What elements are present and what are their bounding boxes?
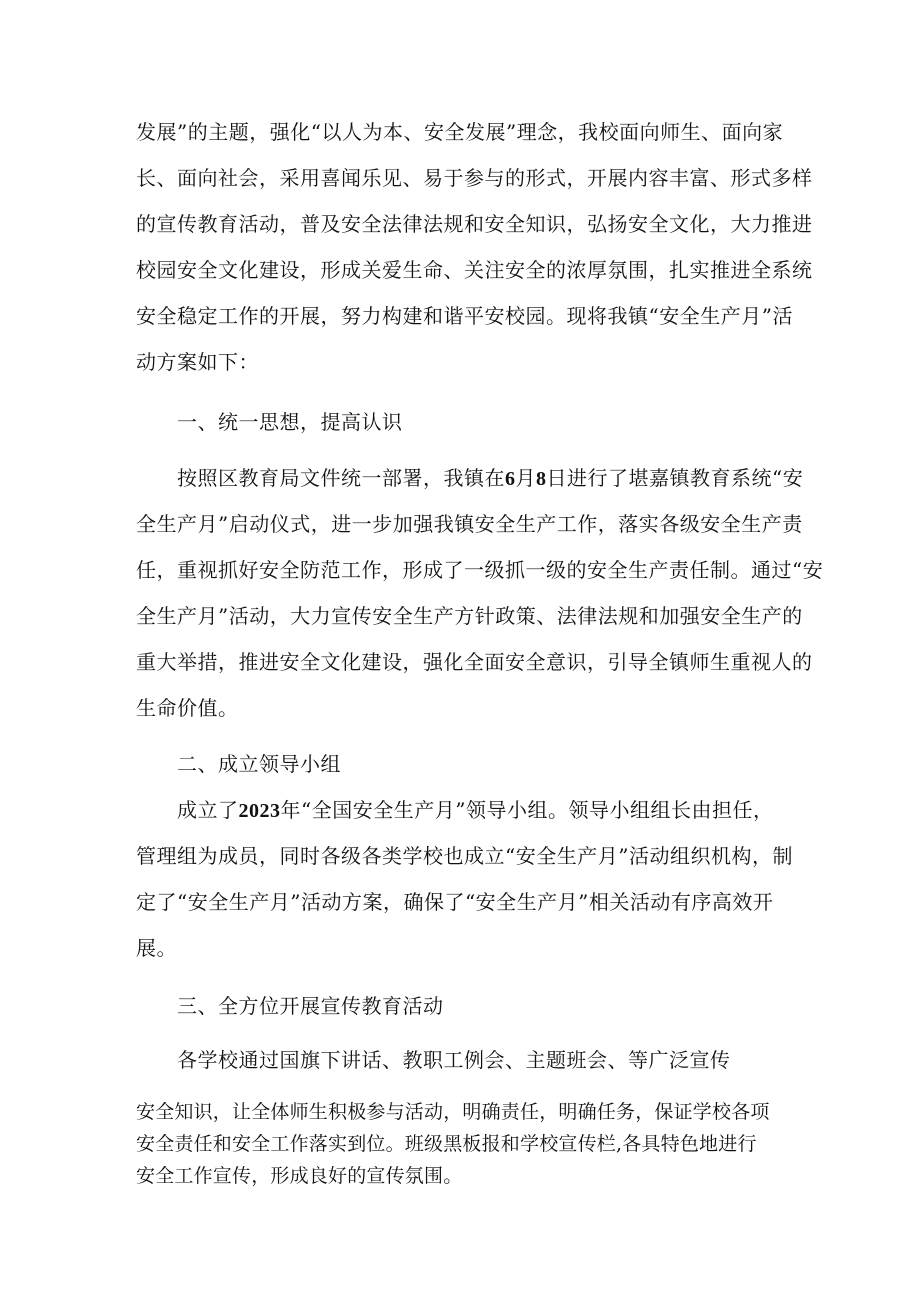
section1-line-1 (177, 464, 803, 493)
section1-line-6: 生命价值。 (136, 696, 239, 720)
section1-month: 6 (505, 468, 516, 490)
section3-line-1: 各学校通过国旗下讲话、教职工例会、主题班会、等广泛宣传 (177, 1048, 731, 1072)
intro-line-1: 发展”的主题，强化“以人为本、安全发展”理念，我校面向师生、面向家 (136, 120, 784, 144)
intro-line-6: 动方案如下： (136, 350, 259, 374)
section1-line-1-prefix: 按照区教育局文件统一部署，我镇在 (177, 466, 505, 490)
section1-day: 8 (536, 468, 547, 490)
section1-line-1-suffix: 日进行了堪嘉镇教育系统“安 (546, 466, 804, 490)
section1-line-1-mid: 月 (515, 466, 536, 490)
section1-heading: 一、统一思想，提高认识 (177, 410, 403, 434)
section3-line-3: 安全责任和安全工作落实到位。班级黑板报和学校宣传栏,各具特色地进行 (136, 1133, 757, 1155)
section2-line-2: 管理组为成员，同时各级各类学校也成立“安全生产月”活动组织机构，制 (136, 844, 793, 868)
intro-line-3: 的宣传教育活动，普及安全法律法规和安全知识，弘扬安全文化，大力推进 (136, 212, 813, 236)
section3-heading: 三、全方位开展宣传教育活动 (177, 994, 444, 1018)
intro-line-2: 长、面向社会，采用喜闻乐见、易于参与的形式，开展内容丰富、形式多样 (136, 166, 813, 190)
section1-line-2: 全生产月”启动仪式，进一步加强我镇安全生产工作，落实各级安全生产责 (136, 512, 803, 536)
section2-line-4: 展。 (136, 936, 177, 960)
section2-line-1 (177, 796, 773, 825)
section1-line-5: 重大举措，推进安全文化建设，强化全面安全意识，引导全镇师生重视人的 (136, 650, 813, 674)
section2-line-1-suffix: 年“全国安全生产月”领导小组。领导小组组长由担任， (280, 798, 774, 822)
section3-line-4: 安全工作宣传，形成良好的宣传氛围。 (136, 1165, 463, 1187)
section2-line-3: 定了“安全生产月”活动方案，确保了“安全生产月”相关活动有序高效开 (136, 890, 774, 914)
intro-line-4: 校园安全文化建设，形成关爱生命、关注安全的浓厚氛围，扎实推进全系统 (136, 258, 813, 282)
intro-line-5: 安全稳定工作的开展，努力构建和谐平安校园。现将我镇“安全生产月”活 (136, 304, 793, 328)
section1-line-4: 全生产月”活动，大力宣传安全生产方针政策、法律法规和加强安全生产的 (136, 604, 803, 628)
section3-line-2: 安全知识，让全体师生积极参与活动，明确责任，明确任务，保证学校各项 (136, 1101, 770, 1123)
section2-line-1-prefix: 成立了 (177, 798, 239, 822)
section1-line-3: 任，重视抓好安全防范工作，形成了一级抓一级的安全生产责任制。通过“安 (136, 558, 824, 582)
section2-heading: 二、成立领导小组 (177, 752, 341, 776)
section2-year: 2023 (238, 800, 281, 822)
